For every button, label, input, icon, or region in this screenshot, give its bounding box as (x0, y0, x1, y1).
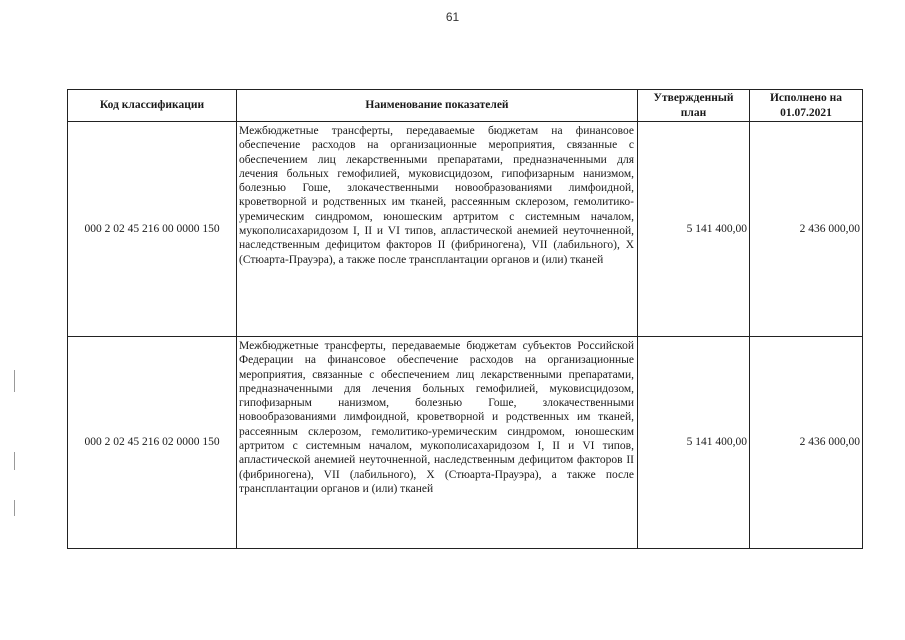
cell-name-text: Межбюджетные трансферты, передаваемые бюджетам субъектов Российской Федерации на финансовое обеспечение расходов на организационные мероприятия, связанные с обеспечением лиц лекарственными препаратами, предназначенными для лечения больных гемофилией, муковисцидозом, гипофизарным нанизмом, болезнью Гоше, злокачественными новообразованиями лимфоидной, кроветворной и родственных им тканей, рассеянным склерозом, гемолитико-уремическим синдромом, юношеским артритом с системным началом, мукополисахаридозом I, II и VI типов, апластической анемией неуточненной, наследственным дефицитом факторов II (фибриногена), VII (лабильного), X (Стюарта-Прауэра), а также после трансплантации органов и (или) тканей (239, 340, 634, 495)
table-header-row (68, 90, 863, 122)
scan-speck (14, 500, 15, 516)
cell-code: 000 2 02 45 216 02 0000 150 (68, 337, 237, 549)
cell-executed: 2 436 000,00 (750, 122, 863, 337)
header-executed: Исполнено на 01.07.2021 (750, 90, 863, 122)
cell-code: 000 2 02 45 216 00 0000 150 (68, 122, 237, 337)
header-name: Наименование показателей (237, 90, 638, 122)
cell-name (237, 122, 638, 337)
budget-table (67, 89, 863, 549)
table-row (68, 337, 863, 549)
header-code: Код классификации (68, 90, 237, 122)
cell-name-text: Межбюджетные трансферты, передаваемые бюджетам на финансовое обеспечение расходов на организационные мероприятия, связанные с обеспечением лиц лекарственными препаратами, предназначенными для лечения больных гемофилией, муковисцидозом, гипофизарным нанизмом, болезнью Гоше, злокачественными новообразованиями лимфоидной, кроветворной и родственных им тканей, рассеянным склерозом, гемолитико-уремическим синдромом, юношеским артритом с системным началом, мукополисахаридозом I, II и VI типов, апластической анемией неуточненной, наследственным дефицитом факторов II (фибриногена), VII (лабильного), X (Стюарта-Прауэра), а также после трансплантации органов и (или) тканей (239, 125, 634, 266)
cell-name (237, 337, 638, 549)
cell-plan: 5 141 400,00 (638, 122, 750, 337)
scan-speck (14, 452, 15, 470)
scan-speck (14, 370, 15, 392)
header-plan: Утвержденный план (638, 90, 750, 122)
cell-executed: 2 436 000,00 (750, 337, 863, 549)
table-row (68, 122, 863, 337)
cell-plan: 5 141 400,00 (638, 337, 750, 549)
page-number: 61 (445, 10, 460, 24)
